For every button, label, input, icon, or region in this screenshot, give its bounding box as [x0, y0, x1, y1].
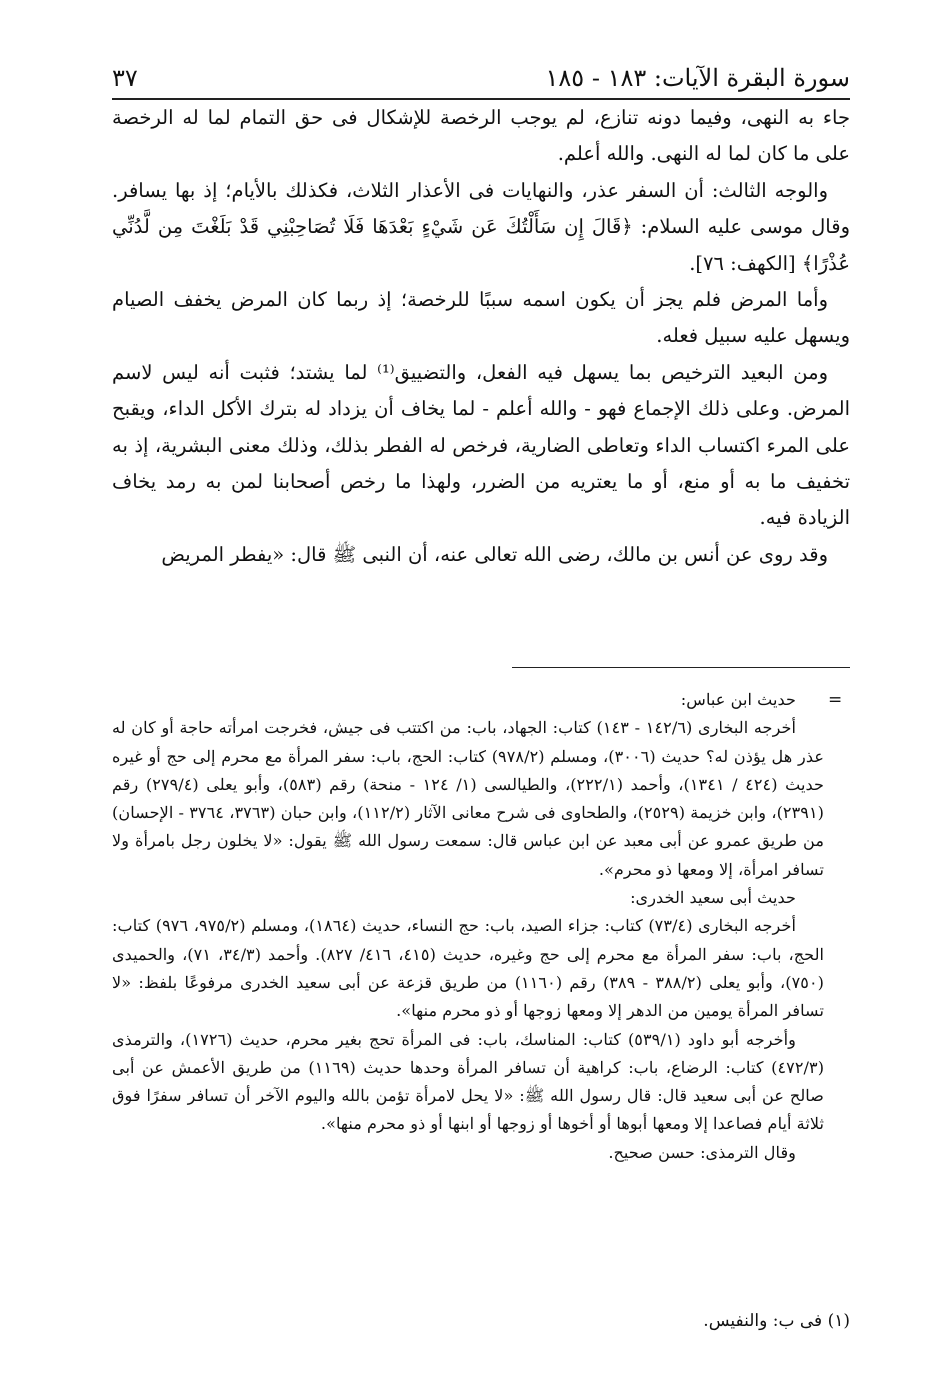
note-text-tirmidhi: وقال الترمذى: حسن صحيح.: [608, 1142, 796, 1162]
note-text-ibn-abbas: أخرجه البخارى (١٤٢/٦ - ١٤٣) كتاب: الجهاد، باب: من اكتتب فى جيش، فخرجت امرأته حاجة أو كان له عذر هل يؤذن له؟ حديث (٣٠٠٦)، ومسلم (٩٧٨/٢) كتاب: الحج، باب: سفر المرأة مع محرم إلى حج أو غيره حديث (٤٢٤ / ١٣٤١)، وأحمد (٢٢٢/١)، والطيالسى (١/ ١٢٤ - منحة) رقم (٥٨٣)، وأبو يعلى (٢٧٩/٤) رقم (٢٣٩١)، وابن خزيمة (٢٥٢٩)، والطحاوى فى شرح معانى الآثار (١١٢/٢)، وابن حبان (٣٧٦٣، ٣٧٦٤ - الإحسان) من طريق عمرو عن أبى معبد عن ابن عباس قال: سمعت رسول الله ﷺ يقول: «لا يخلون رجل بامرأة ولا تسافر امرأة، إلا ومعها ذو محرم».: [112, 718, 825, 879]
footnote-1: (١) فى ب: والنفيس.: [703, 1311, 850, 1331]
continuation-mark: =: [828, 690, 843, 710]
footnotes: [112, 686, 824, 1167]
footnote-rule: [512, 667, 850, 668]
running-header: [112, 48, 850, 100]
paragraph-3: وأما المرض فلم يجز أن يكون اسمه سببًا للرخصة؛ إذ ربما كان المرض يخفف الصيام ويسهل عليه سبيل فعله.: [112, 288, 850, 348]
paragraph-1: جاء به النهى، وفيما دونه تنازع، لم يوجب الرخصة للإشكال فى حق التمام لما له الرخصة على ما كان لما له النهى. والله أعلم.: [112, 106, 850, 166]
paragraph-5: وقد روى عن أنس بن مالك، رضى الله تعالى عنه، أن النبى ﷺ قال: «يفطر المريض: [161, 542, 828, 566]
main-text: [112, 100, 850, 573]
paragraph-4: ومن البعيد الترخيص بما يسهل فيه الفعل، والتضييق⁽¹⁾ لما يشتد؛ فثبت أنه ليس لاسم المرض. وعلى ذلك الإجماع فهو - والله أعلم - لما يخاف أن يزداد له بترك الأكل الداء، ويقبح على المرء اكتساب الداء وتعاطى الضارية، فرخص له الفطر بذلك، وذلك معنى البشرية، إذ به تخفيف ما به أو منع، أو ما يعتريه من الضرر، ولهذا ما رخص أصحابنا لمن به رمد يخاف الزيادة فيه.: [112, 360, 850, 530]
note-text-abu-dawud: وأخرجه أبو داود (٥٣٩/١) كتاب: المناسك، باب: فى المرأة تحج بغير محرم، حديث (١٧٢٦)، والترمذى (٤٧٢/٣) كتاب: الرضاع، باب: كراهية أن تسافر المرأة وحدها حديث (١١٦٩) من طريق الأعمش عن أبى صالح عن أبى سعيد قال: قال رسول الله ﷺ: «لا يحل لامرأة تؤمن بالله واليوم الآخر أن تسافر سفرًا فوق ثلاثة أيام فصاعدا إلا ومعها أبوها أو أخوها أو زوجها أو ابنها أو ذو محرم منها».: [112, 1029, 825, 1134]
page-number: ٣٧: [112, 64, 138, 92]
note-heading-abu-said: حديث أبى سعيد الخدرى:: [630, 888, 796, 908]
note-text-abu-said: أخرجه البخارى (٧٣/٤) كتاب: جزاء الصيد، باب: حج النساء، حديث (١٨٦٤)، ومسلم (٩٧٥/٢، ٩٧٦) كتاب: الحج، باب: سفر المرأة مع محرم إلى حج وغيره، حديث (٤١٥، ٤١٦/ ٨٢٧). وأحمد (٣٤/٣، ٧١)، والحميدى (٧٥٠)، وأبو يعلى (٣٨٨/٢ - ٣٨٩) رقم (١١٦٠) من طريق قزعة عن أبى سعيد الخدرى مرفوعًا بلفظ: «لا تسافر المرأة يومين من الدهر إلا ومعها زوجها أو ذو محرم منها».: [112, 916, 825, 1021]
paragraph-2: والوجه الثالث: أن السفر عذر، والنهايات فى الأعذار الثلاث، فكذلك بالأيام؛ إذ بها يسافر. وقال موسى عليه السلام: ﴿قَالَ إِن سَأَلْتُكَ عَن شَيْءٍ بَعْدَهَا فَلَا تُصَاحِبْنِي قَدْ بَلَغْتَ مِن لَّدُنِّي عُذْرًا﴾ [الكهف: ٧٦].: [112, 178, 850, 275]
note-heading-ibn-abbas: حديث ابن عباس:: [680, 690, 796, 709]
chapter-title: سورة البقرة الآيات: ١٨٣ - ١٨٥: [545, 64, 850, 92]
